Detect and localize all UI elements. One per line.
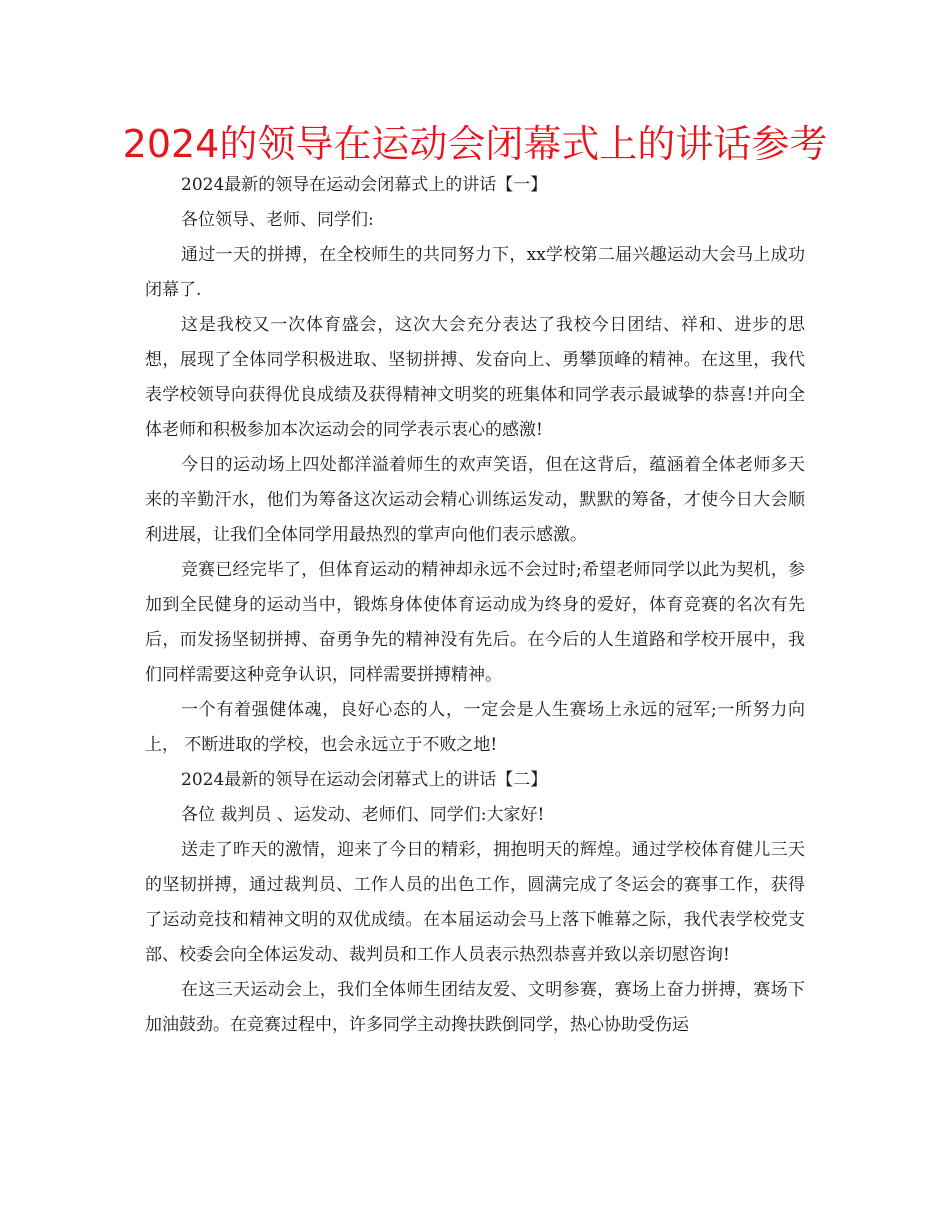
paragraph: 这是我校又一次体育盛会，这次大会充分表达了我校今日团结、祥和、进步的思想，展现了全体同学积极进取、坚韧拼搏、发奋向上、勇攀顶峰的精神。在这里，我代表学校领导向获得优良成绩及获得精神文明奖的班集体和同学表示最诚挚的恭喜!并向全体老师和积极参加本次运动会的同学表示衷心的感激! (145, 315, 805, 440)
paragraph: 竞赛已经完毕了，但体育运动的精神却永远不会过时;希望老师同学以此为契机，参加到全民健身的运动当中，锻炼身体使体育运动成为终身的爱好，体育竞赛的名次有先后，而发扬坚韧拼搏、奋勇争先的精神没有先后。在今后的人生道路和学校开展中，我们同样需要这种竞争认识，同样需要拼搏精神。 (145, 560, 805, 685)
document-title: 2024的领导在运动会闭幕式上的讲话参考 (122, 122, 828, 166)
section-heading-2: 2024最新的领导在运动会闭幕式上的讲话【二】 (181, 770, 548, 790)
document-body (145, 168, 805, 1043)
paragraph: 送走了昨天的激情，迎来了今日的精彩，拥抱明天的辉煌。通过学校体育健儿三天的坚韧拼搏，通过裁判员、工作人员的出色工作，圆满完成了冬运会的赛事工作，获得了运动竞技和精神文明的双优成绩。在本届运动会马上落下帷幕之际，我代表学校党支部、校委会向全体运发动、裁判员和工作人员表示热烈恭喜并致以亲切慰咨询! (145, 840, 805, 965)
paragraph: 一个有着强健体魂，良好心态的人，一定会是人生赛场上永远的冠军;一所努力向上， 不断进取的学校，也会永远立于不败之地! (145, 700, 805, 755)
paragraph: 今日的运动场上四处都洋溢着师生的欢声笑语，但在这背后，蕴涵着全体老师多天来的辛勤汗水，他们为筹备这次运动会精心训练运发动，默默的筹备，才使今日大会顺利进展，让我们全体同学用最热烈的掌声向他们表示感激。 (145, 455, 805, 545)
paragraph: 在这三天运动会上，我们全体师生团结友爱、文明参赛，赛场上奋力拼搏，赛场下加油鼓劲。在竞赛过程中，许多同学主动搀扶跌倒同学，热心协助受伤运 (145, 980, 805, 1035)
salutation-2: 各位 裁判员 、运发动、老师们、同学们:大家好! (181, 805, 545, 825)
salutation-1: 各位领导、老师、同学们: (181, 210, 374, 230)
paragraph: 通过一天的拼搏，在全校师生的共同努力下，xx学校第二届兴趣运动大会马上成功闭幕了. (145, 245, 805, 300)
section-heading-1: 2024最新的领导在运动会闭幕式上的讲话【一】 (181, 175, 548, 195)
